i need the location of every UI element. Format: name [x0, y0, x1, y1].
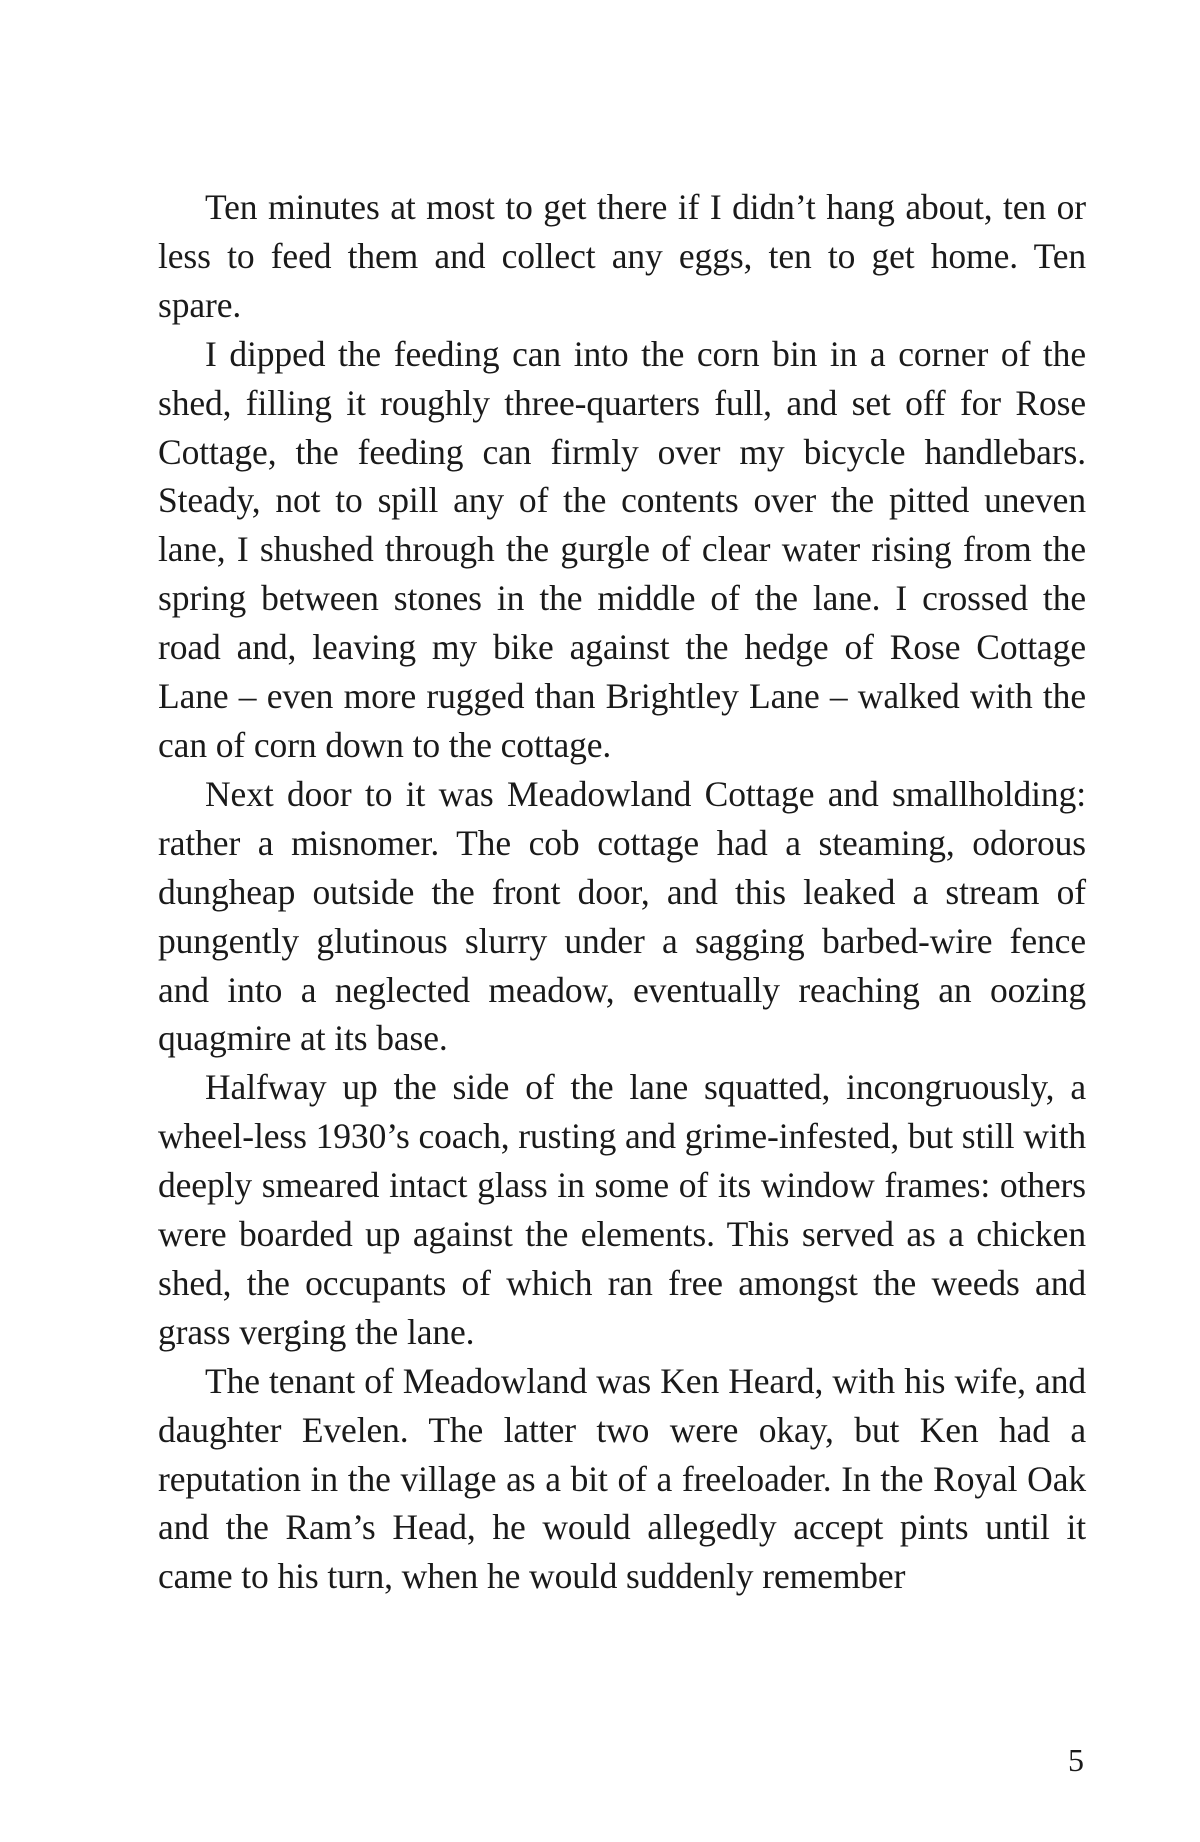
page-number: 5 [1068, 1742, 1084, 1778]
paragraph-4: Halfway up the side of the lane squatted, incongruously, a wheel-less 1930’s coach, rusting and grime-infested, but still with deeply smeared intact glass in some of its window frames: others were boarded up against the elements. This served as a chicken shed, the occupants of which ran free amongst the weeds and grass verging the lane. [158, 1067, 1086, 1352]
paragraph-2: I dipped the feeding can into the corn bin in a corner of the shed, filling it roughly three-quarters full, and set off for Rose Cottage, the feeding can firmly over my bicycle handlebars. Steady, not to spill any of the contents over the pitted uneven lane, I shushed through the gurgle of clear water rising from the spring between stones in the middle of the lane. I crossed the road and, leaving my bike against the hedge of Rose Cottage Lane – even more rugged than Brightley Lane – walked with the can of corn down to the cottage. [158, 333, 1086, 765]
paragraph-5: The tenant of Meadowland was Ken Heard, with his wife, and daughter Evelen. The latter two were okay, but Ken had a reputation in the village as a bit of a freeloader. In the Royal Oak and the Ram’s Head, he would allegedly accept pints until it came to his turn, when he would suddenly remember [158, 1360, 1086, 1597]
paragraph-1: Ten minutes at most to get there if I didn’t hang about, ten or less to feed them and collect any eggs, ten to get home. Ten spare. [158, 187, 1086, 325]
body-text [158, 183, 1086, 1601]
paragraph-3: Next door to it was Meadowland Cottage and smallholding: rather a misnomer. The cob cottage had a steaming, odorous dungheap outside the front door, and this leaked a stream of pungently glutinous slurry under a sagging barbed-wire fence and into a neglected meadow, eventually reaching an oozing quagmire at its base. [158, 773, 1086, 1059]
